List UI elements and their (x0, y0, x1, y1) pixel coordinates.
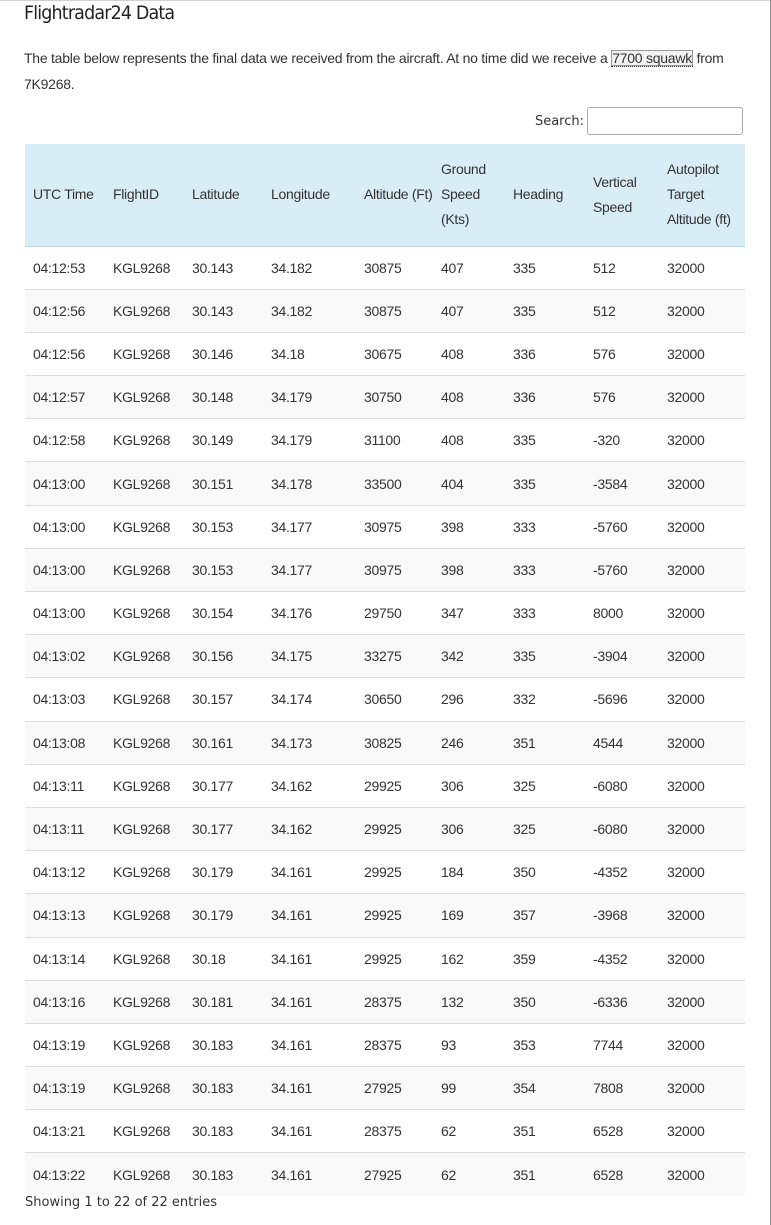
table-cell: 04:13:21 (25, 1110, 105, 1153)
table-cell: 04:13:19 (25, 1067, 105, 1110)
table-cell: 30.179 (184, 894, 263, 937)
table-cell: KGL9268 (105, 635, 184, 678)
table-cell: 34.161 (263, 1023, 356, 1066)
table-cell: 04:13:12 (25, 851, 105, 894)
table-cell: 398 (433, 505, 505, 548)
table-cell: KGL9268 (105, 721, 184, 764)
table-cell: KGL9268 (105, 980, 184, 1023)
table-cell: KGL9268 (105, 764, 184, 807)
table-cell: 325 (505, 807, 585, 850)
table-cell: 30.179 (184, 851, 263, 894)
table-cell: 32000 (659, 505, 745, 548)
table-cell: 350 (505, 851, 585, 894)
table-cell: 30.151 (184, 462, 263, 505)
table-cell: 336 (505, 332, 585, 375)
table-cell: 32000 (659, 1067, 745, 1110)
column-header[interactable]: Latitude (184, 144, 263, 246)
table-cell: 29750 (356, 592, 433, 635)
table-cell: 62 (433, 1153, 505, 1196)
table-cell: 34.161 (263, 1067, 356, 1110)
table-cell: 04:12:57 (25, 376, 105, 419)
table-cell: -5760 (585, 505, 659, 548)
table-cell: 04:13:19 (25, 1023, 105, 1066)
table-cell: 32000 (659, 635, 745, 678)
table-cell: 27925 (356, 1153, 433, 1196)
table-cell: 99 (433, 1067, 505, 1110)
table-cell: 32000 (659, 1023, 745, 1066)
table-cell: 32000 (667, 259, 705, 276)
table-cell: 34.174 (263, 678, 356, 721)
table-cell: 29925 (356, 807, 433, 850)
table-cell: 351 (505, 721, 585, 764)
table-row (25, 1110, 745, 1153)
table-cell: 32000 (659, 462, 745, 505)
table-cell: -6080 (585, 807, 659, 850)
table-cell: 30.177 (184, 764, 263, 807)
table-cell: 512 (585, 289, 659, 332)
table-cell: 7808 (585, 1067, 659, 1110)
table-cell: KGL9268 (105, 376, 184, 419)
table-cell: 34.182 (263, 289, 356, 332)
table-cell: 408 (433, 419, 505, 462)
table-cell: KGL9268 (105, 592, 184, 635)
table-cell: KGL9268 (105, 1023, 184, 1066)
table-cell: 34.161 (263, 851, 356, 894)
table-cell: 30.183 (184, 1110, 263, 1153)
table-cell: 6528 (585, 1153, 659, 1196)
table-cell: 34.162 (263, 807, 356, 850)
table-cell: 34.161 (263, 1110, 356, 1153)
table-cell: KGL9268 (105, 332, 184, 375)
search-input[interactable] (587, 107, 743, 135)
table-cell: KGL9268 (105, 289, 184, 332)
table-cell: 30.146 (184, 332, 263, 375)
table-cell: 335 (505, 462, 585, 505)
table-cell: KGL9268 (105, 937, 184, 980)
table-cell: 34.182 (271, 259, 313, 276)
table-row (25, 937, 745, 980)
table-cell: 30.161 (184, 721, 263, 764)
table-cell: 32000 (659, 548, 745, 591)
table-cell: 336 (505, 376, 585, 419)
table-row (25, 764, 745, 807)
table-cell: 34.161 (263, 937, 356, 980)
table-cell: KGL9268 (105, 1110, 184, 1153)
table-cell: 8000 (585, 592, 659, 635)
table-row (25, 246, 745, 289)
table-cell: -5760 (585, 548, 659, 591)
table-cell: 6528 (585, 1110, 659, 1153)
table-cell: 512 (593, 259, 616, 276)
table-cell: 32000 (659, 678, 745, 721)
table-cell: 30875 (356, 289, 433, 332)
table-cell: 4544 (585, 721, 659, 764)
table-cell: 04:12:56 (25, 289, 105, 332)
table-cell: 30.183 (184, 1023, 263, 1066)
table-row (25, 721, 745, 764)
table-cell: 32000 (659, 332, 745, 375)
table-row (25, 592, 745, 635)
table-cell: 333 (505, 505, 585, 548)
table-cell: 30975 (356, 505, 433, 548)
table-row (25, 807, 745, 850)
table-cell: 169 (433, 894, 505, 937)
window-top-edge (0, 0, 771, 1)
table-cell: KGL9268 (105, 505, 184, 548)
table-cell: 28375 (356, 980, 433, 1023)
table-cell: -3584 (585, 462, 659, 505)
table-cell: 408 (433, 332, 505, 375)
table-cell: 28375 (356, 1110, 433, 1153)
search-box (535, 107, 743, 135)
table-cell: 407 (433, 289, 505, 332)
table-cell: 357 (505, 894, 585, 937)
table-cell: 34.179 (263, 419, 356, 462)
table-cell: 04:13:00 (25, 505, 105, 548)
table-cell: 30.156 (184, 635, 263, 678)
table-row (25, 894, 745, 937)
table-cell: 407 (441, 259, 464, 276)
table-cell: 30.143 (184, 289, 263, 332)
page-title: Flightradar24 Data (24, 2, 175, 24)
table-cell: 34.173 (263, 721, 356, 764)
table-cell: KGL9268 (105, 419, 184, 462)
table-cell: 33275 (356, 635, 433, 678)
table-cell: 30825 (356, 721, 433, 764)
table-cell: 333 (505, 592, 585, 635)
table-cell: 30.148 (184, 376, 263, 419)
table-row (25, 1023, 745, 1066)
table-cell: 354 (505, 1067, 585, 1110)
table-cell: 184 (433, 851, 505, 894)
table-cell: 296 (433, 678, 505, 721)
column-header[interactable]: Ground Speed (Kts) (433, 144, 505, 246)
table-cell: 04:13:16 (25, 980, 105, 1023)
table-cell: 30675 (356, 332, 433, 375)
table-cell: 32000 (659, 764, 745, 807)
table-cell: 7744 (585, 1023, 659, 1066)
table-cell: 333 (505, 548, 585, 591)
table-cell: 04:13:14 (25, 937, 105, 980)
table-cell: 335 (505, 419, 585, 462)
table-cell: 335 (513, 259, 536, 276)
table-cell: 32000 (659, 807, 745, 850)
table-cell: 29925 (356, 764, 433, 807)
table-row (25, 289, 745, 332)
table-row (25, 678, 745, 721)
table-cell: 404 (433, 462, 505, 505)
table-cell: -5696 (585, 678, 659, 721)
column-header[interactable]: Autopilot Target Altitude (ft) (659, 144, 745, 246)
table-cell: 32000 (659, 289, 745, 332)
table-cell: 32000 (659, 1153, 745, 1196)
table-cell: 32000 (659, 980, 745, 1023)
table-cell: 347 (433, 592, 505, 635)
table-cell: 576 (585, 332, 659, 375)
table-row (25, 635, 745, 678)
table-cell: 34.177 (263, 548, 356, 591)
table-cell: 306 (433, 807, 505, 850)
table-cell: 30.154 (184, 592, 263, 635)
table-cell: 04:13:22 (25, 1153, 105, 1196)
table-cell: 62 (433, 1110, 505, 1153)
table-cell: 32000 (659, 592, 745, 635)
table-cell: 325 (505, 764, 585, 807)
table-cell: 29925 (356, 937, 433, 980)
table-cell: 351 (505, 1110, 585, 1153)
table-cell: 408 (433, 376, 505, 419)
table-cell: 31100 (356, 419, 433, 462)
table-body (25, 246, 745, 1196)
table-cell: 30.153 (184, 548, 263, 591)
table-cell: 162 (433, 937, 505, 980)
table-cell: 30.157 (184, 678, 263, 721)
table-cell: 32000 (659, 721, 745, 764)
table-cell: 34.177 (263, 505, 356, 548)
table-cell: 34.161 (263, 894, 356, 937)
table-cell: 306 (433, 764, 505, 807)
table-cell: KGL9268 (105, 548, 184, 591)
table-cell: 04:13:00 (25, 592, 105, 635)
table-cell: 30.183 (184, 1067, 263, 1110)
table-row (25, 1153, 745, 1196)
table-cell: -6080 (585, 764, 659, 807)
table-cell: 350 (505, 980, 585, 1023)
table-row (25, 376, 745, 419)
table-cell: KGL9268 (105, 1153, 184, 1196)
table-cell: 30.177 (184, 807, 263, 850)
table-cell: 398 (433, 548, 505, 591)
table-cell: 30.181 (184, 980, 263, 1023)
table-cell: 32000 (659, 419, 745, 462)
table-cell: 34.179 (263, 376, 356, 419)
table-cell: 30.143 (192, 259, 234, 276)
table-cell: KGL9268 (105, 894, 184, 937)
table-row (25, 851, 745, 894)
table-cell: KGL9268 (105, 807, 184, 850)
table-cell: 34.175 (263, 635, 356, 678)
table-cell: 30.18 (184, 937, 263, 980)
table-cell: 32000 (659, 937, 745, 980)
squawk-link[interactable]: 7700 squawk (612, 50, 692, 66)
table-cell: 32000 (659, 1110, 745, 1153)
table-cell: 34.178 (263, 462, 356, 505)
column-header[interactable]: FlightID (105, 144, 184, 246)
search-label: Search: (534, 113, 584, 129)
intro-paragraph (24, 45, 739, 97)
table-cell: 04:13:02 (25, 635, 105, 678)
table-cell: 30.149 (184, 419, 263, 462)
table-row (25, 548, 745, 591)
table-cell: 04:13:08 (25, 721, 105, 764)
table-cell: KGL9268 (105, 462, 184, 505)
table-cell: 04:13:11 (25, 764, 105, 807)
table-cell: 332 (505, 678, 585, 721)
table-cell: 335 (505, 635, 585, 678)
table-cell: 04:13:03 (25, 678, 105, 721)
table-info: Showing 1 to 22 of 22 entries (25, 1195, 217, 1210)
table-cell: 34.162 (263, 764, 356, 807)
table-cell: 04:13:00 (25, 462, 105, 505)
column-header[interactable]: UTC Time (25, 144, 105, 246)
table-row (25, 980, 745, 1023)
table-row (25, 419, 745, 462)
table-cell: 353 (505, 1023, 585, 1066)
table-cell: 359 (505, 937, 585, 980)
table-cell: 132 (433, 980, 505, 1023)
table-cell: -4352 (585, 937, 659, 980)
table-cell: 29925 (356, 851, 433, 894)
table-cell: 342 (433, 635, 505, 678)
table-cell: -320 (585, 419, 659, 462)
table-header-row (25, 144, 745, 246)
table-cell: KGL9268 (105, 1067, 184, 1110)
table-cell: KGL9268 (113, 259, 171, 276)
table-cell: 93 (433, 1023, 505, 1066)
table-cell: 30.183 (184, 1153, 263, 1196)
table-cell: -4352 (585, 851, 659, 894)
column-header[interactable]: Vertical Speed (585, 144, 659, 246)
intro-text-before: The table below represents the final data we received from the aircraft. At no time did we receive a (24, 50, 612, 66)
intro-text-after: from 7K9268. (24, 50, 724, 92)
table-cell: 04:13:13 (25, 894, 105, 937)
table-row (25, 1067, 745, 1110)
table-cell: 04:12:53 (33, 259, 86, 276)
table-cell: 32000 (659, 851, 745, 894)
table-cell: -3904 (585, 635, 659, 678)
table-cell: -3968 (585, 894, 659, 937)
table-cell: 32000 (659, 894, 745, 937)
table-cell: KGL9268 (105, 678, 184, 721)
table-cell: 30875 (364, 259, 402, 276)
table-cell: 04:12:56 (25, 332, 105, 375)
table-row (25, 462, 745, 505)
table-cell: 335 (505, 289, 585, 332)
table-cell: 30650 (356, 678, 433, 721)
table-cell: 34.161 (263, 980, 356, 1023)
table-cell: -6336 (585, 980, 659, 1023)
column-header[interactable]: Altitude (Ft) (356, 144, 433, 246)
table-row (25, 332, 745, 375)
table-cell: 34.176 (263, 592, 356, 635)
table-cell: 04:13:11 (25, 807, 105, 850)
flight-data-table (25, 144, 745, 1196)
column-header[interactable]: Heading (505, 144, 585, 246)
table-cell: 29925 (356, 894, 433, 937)
table-cell: 576 (585, 376, 659, 419)
table-row (25, 505, 745, 548)
table-cell: KGL9268 (105, 851, 184, 894)
column-header[interactable]: Longitude (263, 144, 356, 246)
table-cell: 34.18 (263, 332, 356, 375)
table-header (25, 144, 745, 246)
table-cell: 246 (433, 721, 505, 764)
table-cell: 32000 (659, 376, 745, 419)
table-cell: 30750 (356, 376, 433, 419)
table-cell: 04:13:00 (25, 548, 105, 591)
table-cell: 04:12:58 (25, 419, 105, 462)
table-cell: 30.153 (184, 505, 263, 548)
table-cell: 33500 (356, 462, 433, 505)
table-cell: 27925 (356, 1067, 433, 1110)
table-cell: 351 (505, 1153, 585, 1196)
table-cell: 34.161 (263, 1153, 356, 1196)
table-cell: 30975 (356, 548, 433, 591)
table-cell: 28375 (356, 1023, 433, 1066)
